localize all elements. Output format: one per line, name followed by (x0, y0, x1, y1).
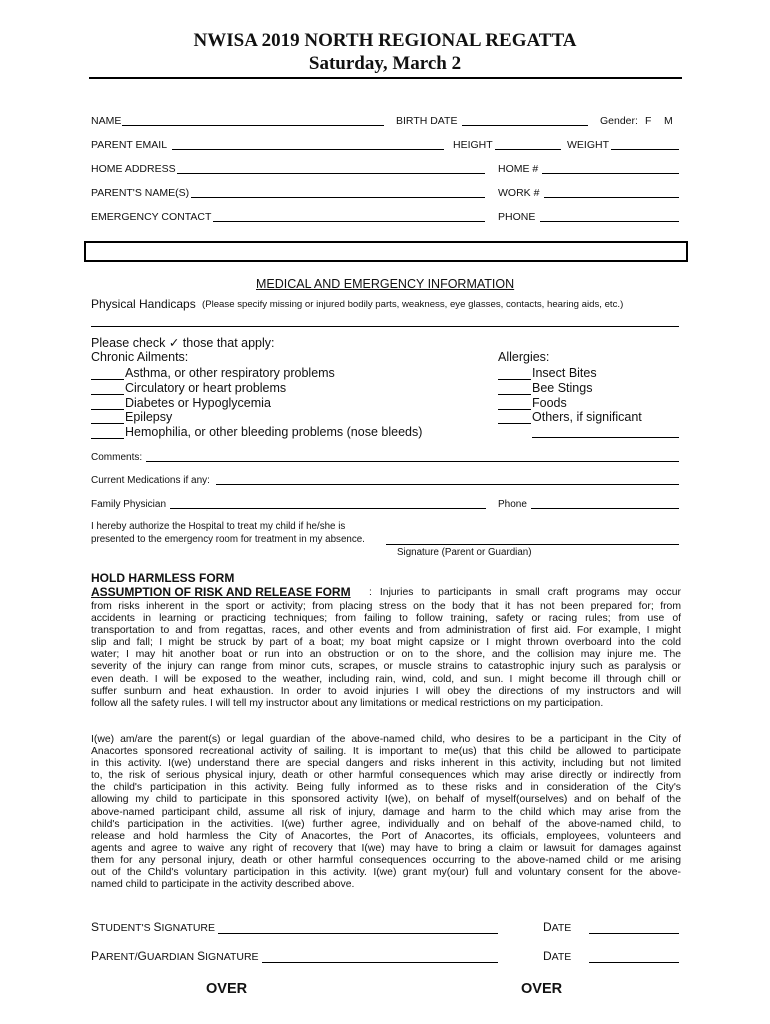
work-phone-label: WORK # (498, 187, 540, 199)
release-para1-line: accidents in learning or practicing techniques; from failing to follow training, safety or racing rules; from use of (91, 613, 681, 625)
chronic-checkbox-3[interactable] (91, 409, 124, 410)
allergy-item-3: Foods (532, 396, 567, 410)
weight-field[interactable] (611, 149, 679, 150)
release-para1-line: slip and fall; I might be struck by part of a boat; my boat might capsize or I might thrown overboard into the cold (91, 637, 681, 649)
allergy-other-field[interactable] (532, 437, 679, 438)
phone-label: PHONE (498, 211, 536, 223)
physician-phone-field[interactable] (531, 508, 679, 509)
chronic-checkbox-4[interactable] (91, 423, 124, 424)
chronic-ailments-title: Chronic Ailments: (91, 350, 189, 364)
release-para1-line: suffer sunburn and heat exhaustion. In order to avoid injuries I will obey the directions of my instructors and will (91, 685, 681, 697)
authorize-line-2: presented to the emergency room for treatment in my absence. (91, 534, 365, 545)
medical-heading: MEDICAL AND EMERGENCY INFORMATION (256, 277, 515, 291)
weight-label: WEIGHT (567, 139, 609, 151)
parent-signature-field[interactable] (386, 544, 679, 545)
title-rule (89, 77, 682, 79)
allergy-item-2: Bee Stings (532, 381, 593, 395)
home-address-field[interactable] (177, 173, 485, 174)
allergy-checkbox-4[interactable] (498, 423, 531, 424)
release-para2-line: Anacortes sponsored recreational activity of sailing. It is important to me(us) that this child be allowed to participate (91, 746, 681, 758)
release-para1-line: follow all the safety rules. I will tell my instructor about any limitations or medical restrictions on my participation. (91, 697, 604, 709)
release-para2-line: allowing my child to participate in this sponsored activity I(we), on behalf of myself(ourselves) and on behalf of the (91, 794, 681, 806)
chronic-item-2: Circulatory or heart problems (125, 381, 287, 395)
release-para2-line: them for any personal injury, death or other harmful consequences occurring to the above-named child or me arising (91, 854, 681, 866)
chronic-item-3: Diabetes or Hypoglycemia (125, 396, 271, 410)
physician-label: Family Physician (91, 499, 167, 510)
release-paragraph-2 (91, 734, 681, 891)
handicaps-label: Physical Handicaps (91, 297, 196, 311)
height-label: HEIGHT (453, 139, 493, 151)
home-address-label: HOME ADDRESS (91, 163, 176, 175)
release-para2-line: I(we) am/are the parent(s) or legal guardian of the above-named child, who desires to be a participant in the City of (91, 734, 681, 745)
blank-input-box[interactable] (84, 241, 688, 262)
student-signature-field[interactable] (218, 933, 498, 934)
check-prompt: Please check ✓ those that apply: (91, 336, 275, 350)
release-para1-line-0: : Injuries to participants in small craft programs may occur (369, 587, 681, 598)
gender-m-option[interactable]: M (664, 115, 673, 127)
allergy-item-1: Insect Bites (532, 366, 597, 380)
release-para2-line: above-named participant child, assume all risk of injury, damage and harm to the child which may arise from the (91, 806, 681, 818)
gender-f-option[interactable]: F (645, 115, 652, 127)
guardian-signature-field[interactable] (262, 962, 498, 963)
release-para2-line: agents and agree to waive any right of recovery that I(we) may have to bring a claim or lawsuit for damages against (91, 842, 681, 854)
allergy-checkbox-1[interactable] (498, 379, 531, 380)
release-para1-line: water; I may hit another boat or run into an obstruction or on to the shore, and the collision may injure me. The (91, 649, 681, 661)
emergency-contact-field[interactable] (213, 221, 485, 222)
medications-label: Current Medications if any: (91, 475, 210, 486)
student-date-field[interactable] (589, 933, 679, 934)
release-paragraph-1 (91, 601, 681, 710)
name-label: NAME (91, 115, 122, 127)
allergies-title: Allergies: (498, 350, 550, 364)
student-signature-label: STUDENT'S SIGNATURE (91, 920, 216, 934)
parents-names-label: PARENT'S NAME(S) (91, 187, 190, 199)
parent-signature-label: PARENT/GUARDIAN SIGNATURE (91, 949, 259, 963)
work-phone-field[interactable] (544, 197, 679, 198)
release-para2-line: in this activity. I(we) understand there are special dangers and risks inherent in this activity, including but not limited (91, 758, 681, 770)
assumption-heading: ASSUMPTION OF RISK AND RELEASE FORM (91, 585, 351, 599)
emergency-contact-label: EMERGENCY CONTACT (91, 211, 212, 223)
chronic-checkbox-5[interactable] (91, 438, 124, 439)
page-subtitle: Saturday, March 2 (308, 53, 462, 74)
parent-email-field[interactable] (172, 149, 444, 150)
release-para1-line: even death. I will be exposed to the weather, including rain, wind, cold, and sun. I might become ill through chill or (91, 673, 681, 685)
chronic-item-4: Epilepsy (125, 410, 173, 424)
handicaps-field[interactable] (91, 326, 679, 327)
name-field[interactable] (122, 125, 384, 126)
over-right: OVER (521, 981, 563, 997)
height-field[interactable] (495, 149, 561, 150)
release-para1-line: transportation to and from regattas, races, and other events and from administration of first aid. For example, I might (91, 625, 681, 637)
over-left: OVER (206, 981, 248, 997)
chronic-item-1: Asthma, or other respiratory problems (125, 366, 335, 380)
release-para2-line: out of the Child's voluntary participation in this activity. I(we) grant my(our) full and voluntary consent for the above- (91, 867, 681, 879)
home-phone-field[interactable] (542, 173, 679, 174)
chronic-item-5: Hemophilia, or other bleeding problems (nose bleeds) (125, 425, 423, 439)
release-para2-line: release and hold harmless the City of Anacortes, the Port of Anacortes, its officials, employees, volunteers and (91, 830, 681, 842)
release-para2-line: the child's participation in this activity. Being fully informed as to these risks and in consideration of the City's (91, 782, 681, 794)
release-para2-line: named child to participate in the activity described above. (91, 879, 355, 891)
release-para2-line: child's participation in the activities. I(we) further agree, individually and on behalf of the above-named child, to (91, 818, 681, 830)
release-para1-line: severity of the injury can range from minor cuts, scrapes, or muscle strains to catastrophic injury such as paralysis or (91, 661, 681, 673)
signature-caption: Signature (Parent or Guardian) (397, 547, 532, 558)
guardian-date-label: DATE (543, 949, 572, 963)
hold-harmless-heading: HOLD HARMLESS FORM (91, 571, 235, 585)
medications-field[interactable] (216, 484, 679, 485)
chronic-checkbox-1[interactable] (91, 379, 124, 380)
parents-names-field[interactable] (191, 197, 485, 198)
allergy-checkbox-2[interactable] (498, 394, 531, 395)
page-title: NWISA 2019 NORTH REGIONAL REGATTA (193, 30, 577, 51)
authorize-line-1: I hereby authorize the Hospital to treat my child if he/she is (91, 521, 346, 532)
physician-field[interactable] (170, 508, 486, 509)
handicaps-note: (Please specify missing or injured bodily parts, weakness, eye glasses, contacts, hearing aids, etc.) (202, 299, 624, 310)
student-date-label: DATE (543, 920, 572, 934)
allergy-checkbox-3[interactable] (498, 409, 531, 410)
home-phone-label: HOME # (498, 163, 539, 175)
emergency-phone-field[interactable] (540, 221, 679, 222)
release-para1-line: from risks inherent in the sport or activity; from placing stress on the body that it has not been prepared for; from (91, 601, 681, 612)
birth-date-label: BIRTH DATE (396, 115, 458, 127)
guardian-date-field[interactable] (589, 962, 679, 963)
gender-label: Gender: (600, 115, 638, 127)
comments-label: Comments: (91, 452, 143, 463)
release-para2-line: to, the risk of serious physical injury, death or other harmful consequences which may arise directly or indirectly from (91, 770, 681, 782)
allergy-item-4: Others, if significant (532, 410, 642, 424)
comments-field[interactable] (146, 461, 679, 462)
parent-email-label: PARENT EMAIL (91, 139, 168, 151)
physician-phone-label: Phone (498, 499, 527, 510)
chronic-checkbox-2[interactable] (91, 394, 124, 395)
birth-date-field[interactable] (462, 125, 588, 126)
